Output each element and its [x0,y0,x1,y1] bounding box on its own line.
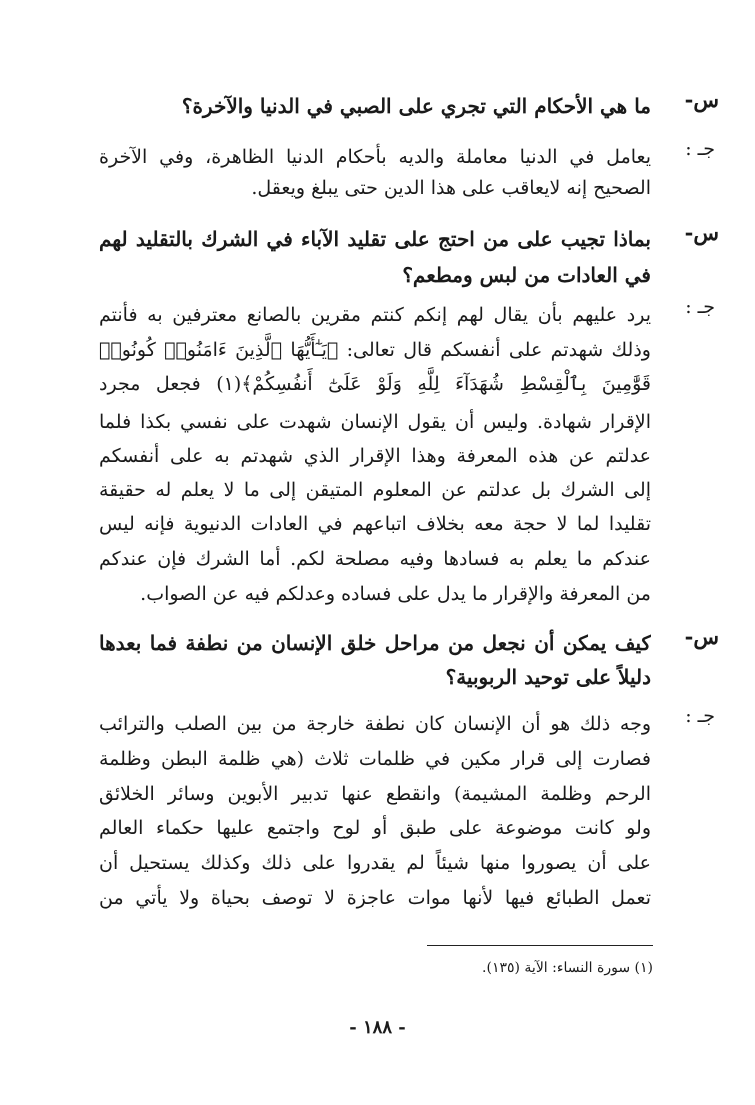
answer-row [0,705,755,745]
answer-line: الرحم وظلمة المشيمة) وانقطع عنها تدبير الأبوين وسائر الخلائق [99,783,651,805]
answer-row [0,365,755,405]
answer-line: تقليدا لما لا حجة معه بخلاف اتباعهم في العادات الدنيوية فإنه ليس [99,513,651,535]
answer-line: وجه ذلك هو أن الإنسان كان نطفة خارجة من بين الصلب والترائب [99,713,651,735]
answer-row [0,505,755,545]
answer-marker: جـ : [685,296,715,318]
footnote-divider [427,945,653,946]
answer-line: يعامل في الدنيا معاملة والديه بأحكام الدنيا الظاهرة، وفي الآخرة [99,146,651,168]
answer-marker: جـ : [685,138,715,160]
question-marker: س- [684,220,719,245]
question-row [0,658,755,698]
answer-line: قَوَّٰمِينَ بِٱلْقِسْطِ شُهَدَآءَ لِلَّهِ وَلَوْ عَلَىٰٓ أَنفُسِكُمْ﴾(١) فجعل مجرد [99,373,651,395]
question-line: بماذا تجيب على من احتج على تقليد الآباء في الشرك بالتقليد لهم [99,227,651,251]
answer-row [0,575,755,615]
answer-row [0,169,755,209]
answer-line: الصحيح إنه لايعاقب على هذا الدين حتى يبلغ ويعقل. [251,177,651,199]
question-marker: س- [684,624,719,649]
answer-line: عدلتم عن هذه المعرفة وهذا الإقرار الذي شهدتم به على أنفسكم [99,445,651,467]
answer-line: الإقرار شهادة. وليس أن يقول الإنسان شهدت على نفسي بكذا فلما [99,411,651,433]
answer-row [0,879,755,919]
answer-line: عندكم ما يعلم به فسادها وفيه مصلحة لكم. أما الشرك فإن عندكم [99,548,651,570]
answer-line: إلى الشرك بل عدلتم عن المعلوم المتيقن إلى ما لا يعلم له حقيقة [99,479,651,501]
question-line: ما هي الأحكام التي تجري على الصبي في الدنيا والآخرة؟ [181,94,651,118]
answer-line: من المعرفة والإقرار ما يدل على فساده وعدلكم فيه عن الصواب. [140,583,651,605]
footnote: (١) سورة النساء: الآية (١٣٥). [482,960,653,976]
question-line: في العادات من لبس ومطعم؟ [402,263,651,287]
question-line: كيف يمكن أن نجعل من مراحل خلق الإنسان من نطفة فما بعدها [99,631,651,655]
answer-row [0,844,755,884]
answer-line: يرد عليهم بأن يقال لهم إنكم كنتم مقرين بالصانع معترفين به فأنتم [99,304,651,326]
answer-line: على أن يصوروا منها شيئاً لم يقدروا على ذلك وكذلك يستحيل أن [99,852,651,874]
question-line: دليلاً على توحيد الربوبية؟ [445,665,651,689]
question-row [0,220,755,260]
answer-row [0,740,755,780]
page-number: - ١٨٨ - [349,1017,406,1038]
question-row [0,87,755,127]
answer-row [0,296,755,336]
question-row [0,256,755,296]
question-marker: س- [684,87,719,112]
answer-row [0,540,755,580]
answer-marker: جـ : [685,705,715,727]
answer-line: فصارت إلى قرار مكين في ظلمات ثلاث (هي ظلمة البطن وظلمة [99,748,651,770]
answer-row [0,809,755,849]
answer-line: ولو كانت موضوعة على طبق أو لوح واجتمع عليها حكماء العالم [99,817,651,839]
answer-line: تعمل الطبائع فيها لأنها موات عاجزة لا توصف بحياة ولا يأتي من [99,887,651,909]
answer-line: وذلك شهدتم على أنفسكم قال تعالى: ﴿يَـٰٓأَيُّهَا ٱلَّذِينَ ءَامَنُوا۟ كُونُوا۟ [99,339,651,361]
